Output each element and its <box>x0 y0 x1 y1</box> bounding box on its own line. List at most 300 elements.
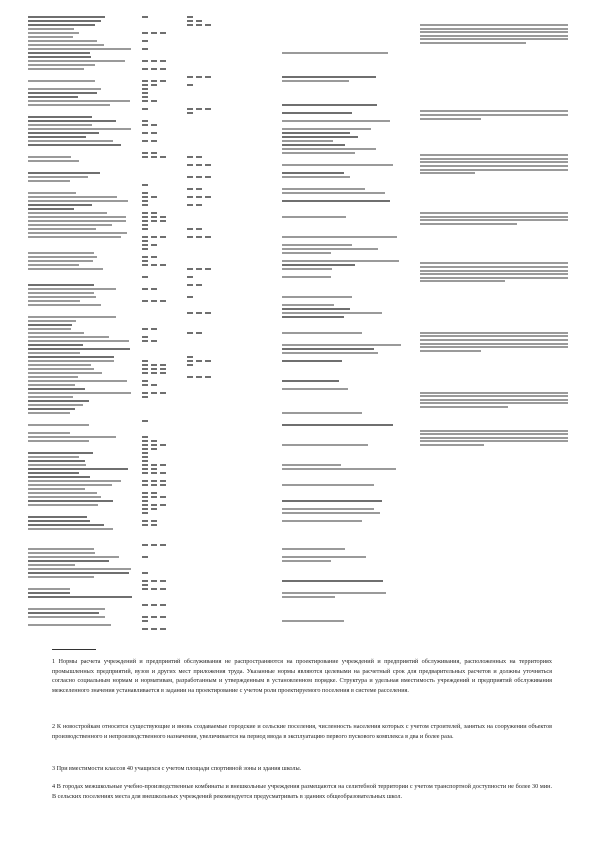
table-text-line <box>28 252 94 254</box>
table-text-line <box>142 300 148 302</box>
table-text-line <box>196 76 202 78</box>
table-text-line <box>151 372 157 374</box>
table-text-line <box>28 328 71 330</box>
table-text-line <box>420 339 568 341</box>
table-text-line <box>28 564 75 566</box>
table-text-line <box>142 108 148 110</box>
table-text-line <box>151 484 157 486</box>
table-text-line <box>142 124 148 126</box>
table-text-line <box>282 164 393 166</box>
table-text-line <box>28 348 130 350</box>
table-text-line <box>420 154 568 156</box>
table-text-line <box>28 412 70 414</box>
table-text-line <box>205 24 211 26</box>
table-text-line <box>142 580 148 582</box>
table-text-line <box>142 472 148 474</box>
table-text-line <box>28 300 80 302</box>
table-text-line <box>142 156 148 158</box>
table-text-line <box>28 228 96 230</box>
table-text-line <box>282 464 341 466</box>
table-text-line <box>28 340 129 342</box>
table-text-line <box>28 560 109 562</box>
table-text-line <box>420 270 568 272</box>
table-text-line <box>142 120 148 122</box>
table-text-line <box>28 496 101 498</box>
table-text-line <box>187 24 193 26</box>
table-text-line <box>28 104 110 106</box>
table-text-line <box>282 236 397 238</box>
table-text-line <box>28 116 92 118</box>
table-text-line <box>142 16 148 18</box>
table-text-line <box>420 399 568 401</box>
table-text-line <box>28 524 104 526</box>
table-text-line <box>142 440 148 442</box>
table-text-line <box>142 212 148 214</box>
table-text-line <box>142 132 148 134</box>
table-text-line <box>142 40 148 42</box>
table-text-line <box>151 236 157 238</box>
table-text-line <box>282 120 390 122</box>
table-text-line <box>28 48 131 50</box>
table-text-line <box>142 556 148 558</box>
table-text-line <box>160 444 166 446</box>
table-text-line <box>28 504 98 506</box>
table-text-line <box>282 344 401 346</box>
table-text-line <box>187 16 193 18</box>
table-text-line <box>142 584 148 586</box>
table-text-line <box>142 256 148 258</box>
table-text-line <box>151 152 157 154</box>
table-text-line <box>142 140 148 142</box>
table-text-line <box>28 268 103 270</box>
table-text-line <box>420 402 568 404</box>
table-text-line <box>28 264 79 266</box>
table-text-line <box>420 437 568 439</box>
table-text-line <box>160 628 166 630</box>
table-text-line <box>28 368 94 370</box>
table-text-line <box>282 596 335 598</box>
table-text-line <box>282 444 368 446</box>
table-text-line <box>28 548 94 550</box>
table-text-line <box>28 488 85 490</box>
table-text-line <box>282 244 352 246</box>
table-text-line <box>142 364 148 366</box>
table-text-line <box>282 304 334 306</box>
table-text-line <box>187 356 193 358</box>
table-text-line <box>151 524 157 526</box>
table-text-line <box>151 616 157 618</box>
table-text-line <box>282 104 377 106</box>
table-text-line <box>160 464 166 466</box>
table-text-line <box>28 400 89 402</box>
table-text-line <box>28 144 121 146</box>
table-text-line <box>420 273 568 275</box>
table-text-line <box>28 424 89 426</box>
table-text-line <box>151 216 157 218</box>
table-text-line <box>160 472 166 474</box>
table-text-line <box>196 312 202 314</box>
table-text-line <box>151 496 157 498</box>
table-text-line <box>142 184 148 186</box>
table-text-line <box>160 236 166 238</box>
table-text-line <box>151 300 157 302</box>
table-text-line <box>28 192 76 194</box>
table-text-line <box>28 52 90 54</box>
table-text-line <box>28 440 89 442</box>
table-text-line <box>160 156 166 158</box>
table-text-line <box>28 388 85 390</box>
table-text-line <box>160 496 166 498</box>
table-text-line <box>160 216 166 218</box>
table-text-line <box>142 276 148 278</box>
table-text-line <box>142 480 148 482</box>
table-text-line <box>28 456 79 458</box>
table-text-line <box>142 360 148 362</box>
table-text-line <box>142 236 148 238</box>
table-text-line <box>142 448 148 450</box>
table-text-line <box>28 256 97 258</box>
table-text-line <box>151 472 157 474</box>
table-text-line <box>28 204 92 206</box>
table-text-line <box>151 392 157 394</box>
table-text-line <box>142 32 148 34</box>
table-text-line <box>28 60 125 62</box>
table-text-line <box>282 80 349 82</box>
table-text-line <box>28 552 95 554</box>
table-text-line <box>420 395 568 397</box>
table-text-line <box>28 376 78 378</box>
table-text-line <box>151 328 157 330</box>
table-text-line <box>151 520 157 522</box>
table-text-line <box>28 476 90 478</box>
table-text-line <box>142 396 148 398</box>
table-text-line <box>28 472 79 474</box>
table-text-line <box>151 628 157 630</box>
table-text-line <box>187 296 193 298</box>
table-text-line <box>151 384 157 386</box>
table-text-line <box>142 264 148 266</box>
table-text-line <box>196 332 202 334</box>
table-text-line <box>151 156 157 158</box>
table-text-line <box>142 220 148 222</box>
table-text-line <box>196 236 202 238</box>
table-text-line <box>142 48 148 50</box>
table-text-line <box>196 188 202 190</box>
table-text-line <box>142 524 148 526</box>
table-text-line <box>28 304 101 306</box>
table-text-line <box>160 300 166 302</box>
table-text-line <box>28 120 116 122</box>
table-text-line <box>28 260 93 262</box>
table-text-line <box>142 196 148 198</box>
table-text-line <box>142 240 148 242</box>
table-text-line <box>151 448 157 450</box>
table-text-line <box>28 468 128 470</box>
table-text-line <box>420 114 568 116</box>
table-text-line <box>196 164 202 166</box>
footnote-3: 3 При вместимости классов 40 учащихся с учетом площади спортивной зоны и здания школы. <box>52 765 302 772</box>
table-text-line <box>282 264 355 266</box>
table-text-line <box>420 169 568 171</box>
table-text-line <box>160 368 166 370</box>
table-text-line <box>282 276 331 278</box>
table-text-line <box>142 628 148 630</box>
table-text-line <box>28 616 105 618</box>
table-text-line <box>142 504 148 506</box>
table-text-line <box>28 156 71 158</box>
table-text-line <box>28 596 132 598</box>
table-text-line <box>142 152 148 154</box>
table-text-line <box>420 161 568 163</box>
table-text-line <box>420 266 568 268</box>
table-text-line <box>28 132 99 134</box>
table-text-line <box>282 52 388 54</box>
table-text-line <box>196 20 202 22</box>
table-text-line <box>196 24 202 26</box>
table-text-line <box>420 350 481 352</box>
table-text-line <box>151 492 157 494</box>
table-text-line <box>282 148 376 150</box>
table-text-line <box>187 312 193 314</box>
table-text-line <box>28 232 127 234</box>
table-text-line <box>282 176 350 178</box>
table-text-line <box>205 108 211 110</box>
table-text-line <box>151 480 157 482</box>
table-text-line <box>187 236 193 238</box>
table-text-line <box>420 42 526 44</box>
table-text-line <box>151 504 157 506</box>
table-text-line <box>420 444 484 446</box>
table-text-line <box>205 268 211 270</box>
table-text-line <box>28 196 117 198</box>
table-text-line <box>282 112 352 114</box>
table-text-line <box>28 556 119 558</box>
table-text-line <box>282 352 378 354</box>
table-text-line <box>420 277 568 279</box>
table-text-line <box>142 420 148 422</box>
table-text-line <box>151 288 157 290</box>
table-text-line <box>205 164 211 166</box>
table-text-line <box>160 544 166 546</box>
table-text-line <box>151 468 157 470</box>
table-text-line <box>28 216 126 218</box>
table-text-line <box>142 620 148 622</box>
table-text-line <box>282 360 342 362</box>
table-text-line <box>142 244 148 246</box>
table-text-line <box>142 572 148 574</box>
table-text-line <box>142 100 148 102</box>
table-text-line <box>420 440 568 442</box>
table-text-line <box>151 508 157 510</box>
table-text-line <box>151 440 157 442</box>
table-text-line <box>28 352 80 354</box>
table-text-line <box>142 84 148 86</box>
table-text-line <box>282 144 345 146</box>
table-text-line <box>28 360 114 362</box>
table-text-line <box>28 128 131 130</box>
table-text-line <box>28 80 95 82</box>
table-text-line <box>420 35 568 37</box>
table-text-line <box>142 492 148 494</box>
table-text-line <box>28 236 121 238</box>
table-text-line <box>282 388 348 390</box>
table-text-line <box>142 616 148 618</box>
table-text-line <box>28 100 130 102</box>
table-text-line <box>196 228 202 230</box>
table-text-line <box>160 220 166 222</box>
table-text-line <box>420 335 568 337</box>
table-text-line <box>28 124 92 126</box>
table-text-line <box>28 460 85 462</box>
table-text-line <box>282 592 386 594</box>
table-text-line <box>282 248 378 250</box>
table-text-line <box>142 464 148 466</box>
table-text-line <box>142 372 148 374</box>
table-text-line <box>28 336 109 338</box>
table-text-line <box>151 68 157 70</box>
table-text-line <box>28 28 74 30</box>
table-text-line <box>151 244 157 246</box>
table-text-line <box>28 608 105 610</box>
table-text-line <box>28 356 114 358</box>
table-text-line <box>282 312 382 314</box>
table-text-line <box>142 192 148 194</box>
table-text-line <box>151 544 157 546</box>
table-text-line <box>142 80 148 82</box>
table-text-line <box>28 224 112 226</box>
table-text-line <box>420 110 568 112</box>
table-text-line <box>28 384 75 386</box>
table-text-line <box>142 200 148 202</box>
table-text-line <box>282 512 380 514</box>
table-text-line <box>142 68 148 70</box>
table-text-line <box>142 228 148 230</box>
table-text-line <box>282 188 365 190</box>
table-text-line <box>142 436 148 438</box>
table-text-line <box>187 332 193 334</box>
table-text-line <box>282 128 371 130</box>
table-text-line <box>420 280 505 282</box>
table-text-line <box>28 404 83 406</box>
table-text-line <box>28 36 73 38</box>
table-text-line <box>187 188 193 190</box>
table-text-line <box>28 140 113 142</box>
table-text-line <box>196 204 202 206</box>
table-text-line <box>205 76 211 78</box>
table-text-line <box>420 216 568 218</box>
table-text-line <box>28 220 126 222</box>
table-text-line <box>28 568 131 570</box>
table-text-line <box>142 204 148 206</box>
footnote-1: 1 Нормы расчета учреждений и предприятий обслуживания не распространяются на проектирование учреждений и предприятий обслуживания, расположенных на территориях промышленных предприятий, вузов и других мест приложения труда. Указанные нормы являются целевыми на расчетный срок для предварительных расчетов и должны уточняться согласно социальным нормам и нормативам, разработанным и утвержденным в установленном порядке. Структура и удельная вместимость учреждений и предприятий обслуживания межселенного значения устанавливается в задании на проектирование с учетом роли проектируемого поселения в системе расселения. <box>52 658 552 694</box>
table-text-line <box>187 176 193 178</box>
table-text-line <box>142 452 148 454</box>
table-text-line <box>282 200 390 202</box>
table-text-line <box>28 380 127 382</box>
table-text-line <box>282 132 350 134</box>
table-text-line <box>282 268 332 270</box>
table-text-line <box>187 284 193 286</box>
table-text-line <box>28 484 112 486</box>
table-text-line <box>420 223 517 225</box>
table-text-line <box>142 588 148 590</box>
table-text-line <box>282 520 362 522</box>
table-text-line <box>196 196 202 198</box>
table-text-line <box>151 212 157 214</box>
table-text-line <box>28 588 70 590</box>
table-text-line <box>282 308 350 310</box>
table-text-line <box>187 268 193 270</box>
table-text-line <box>160 616 166 618</box>
table-text-line <box>28 92 97 94</box>
table-text-line <box>28 88 101 90</box>
services-norms-table <box>22 14 570 636</box>
table-text-line <box>142 96 148 98</box>
table-text-line <box>160 364 166 366</box>
table-text-line <box>28 520 90 522</box>
table-text-line <box>420 430 568 432</box>
table-text-line <box>142 384 148 386</box>
table-text-line <box>28 492 97 494</box>
table-text-line <box>282 260 399 262</box>
table-text-line <box>151 604 157 606</box>
table-text-line <box>28 284 94 286</box>
table-text-line <box>142 336 148 338</box>
table-text-line <box>420 262 568 264</box>
table-text-line <box>187 84 193 86</box>
table-text-line <box>282 172 344 174</box>
table-text-line <box>28 56 91 58</box>
table-text-line <box>28 332 84 334</box>
table-text-line <box>160 80 166 82</box>
table-text-line <box>151 60 157 62</box>
table-text-line <box>420 31 568 33</box>
table-text-line <box>28 172 100 174</box>
table-text-line <box>196 268 202 270</box>
table-text-line <box>142 468 148 470</box>
table-text-line <box>187 228 193 230</box>
table-text-line <box>282 152 355 154</box>
table-text-line <box>420 24 568 26</box>
table-text-line <box>28 364 91 366</box>
table-text-line <box>160 60 166 62</box>
table-text-line <box>160 580 166 582</box>
table-text-line <box>142 520 148 522</box>
table-text-line <box>28 20 101 22</box>
table-text-line <box>28 436 116 438</box>
table-text-line <box>420 28 568 30</box>
table-text-line <box>187 276 193 278</box>
table-text-line <box>187 360 193 362</box>
table-text-line <box>142 260 148 262</box>
table-text-line <box>28 576 94 578</box>
table-text-line <box>151 464 157 466</box>
table-text-line <box>205 312 211 314</box>
table-text-line <box>420 332 568 334</box>
table-text-line <box>151 264 157 266</box>
table-text-line <box>160 264 166 266</box>
table-text-line <box>28 480 121 482</box>
table-text-line <box>420 219 568 221</box>
table-text-line <box>28 208 74 210</box>
table-text-line <box>282 348 374 350</box>
table-text-line <box>282 216 346 218</box>
table-text-line <box>187 20 193 22</box>
table-text-line <box>142 496 148 498</box>
table-text-line <box>142 380 148 382</box>
table-text-line <box>282 556 366 558</box>
table-text-line <box>282 316 344 318</box>
